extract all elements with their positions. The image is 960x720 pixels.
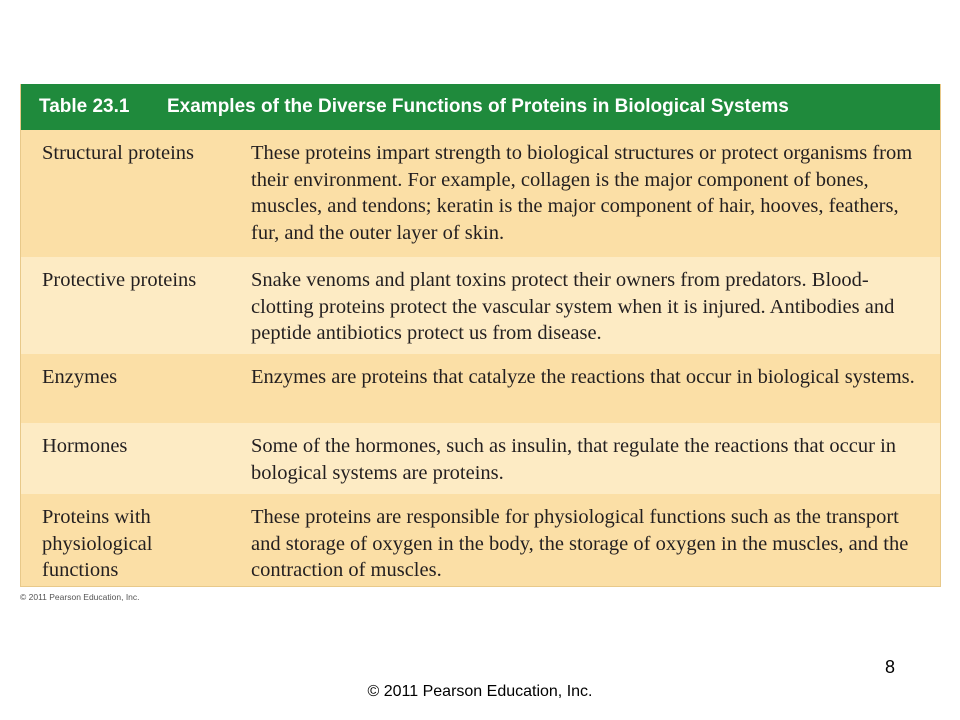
table-title-bar [21, 84, 940, 130]
table-title: Examples of the Diverse Functions of Proteins in Biological Systems [167, 96, 789, 117]
row-description: Snake venoms and plant toxins protect their owners from predators. Blood-clotting proteins protect the vascular system when it is injured. Antibodies and peptide antibiotics protect us from disease. [251, 269, 895, 344]
row-label: Hormones [42, 435, 128, 457]
row-description: These proteins impart strength to biological structures or protect organisms from their environment. For example, collagen is the major component of bones, muscles, and tendons; keratin is the major component of hair, hooves, feathers, fur, and the outer layer of skin. [251, 142, 913, 244]
row-label: Proteins with physiological functions [42, 506, 153, 581]
table-row [21, 423, 940, 494]
table-row [21, 494, 940, 586]
row-label: Structural proteins [42, 142, 195, 164]
page-number: 8 [884, 657, 895, 677]
image-credit: © 2011 Pearson Education, Inc. [20, 592, 140, 602]
row-label: Protective proteins [42, 269, 197, 291]
table-number: Table 23.1 [39, 96, 130, 117]
row-description: Enzymes are proteins that catalyze the reactions that occur in biological systems. [251, 366, 915, 388]
table-row [21, 354, 940, 423]
table-row [21, 257, 940, 354]
footer-copyright: © 2011 Pearson Education, Inc. [367, 683, 593, 700]
row-description: These proteins are responsible for physiological functions such as the transport and storage of oxygen in the body, the storage of oxygen in the muscles, and the contraction of muscles. [251, 506, 909, 581]
row-label: Enzymes [42, 366, 118, 388]
row-description: Some of the hormones, such as insulin, that regulate the reactions that occur in bological systems are proteins. [251, 435, 897, 484]
table-row [21, 130, 940, 257]
protein-functions-table [20, 84, 941, 587]
